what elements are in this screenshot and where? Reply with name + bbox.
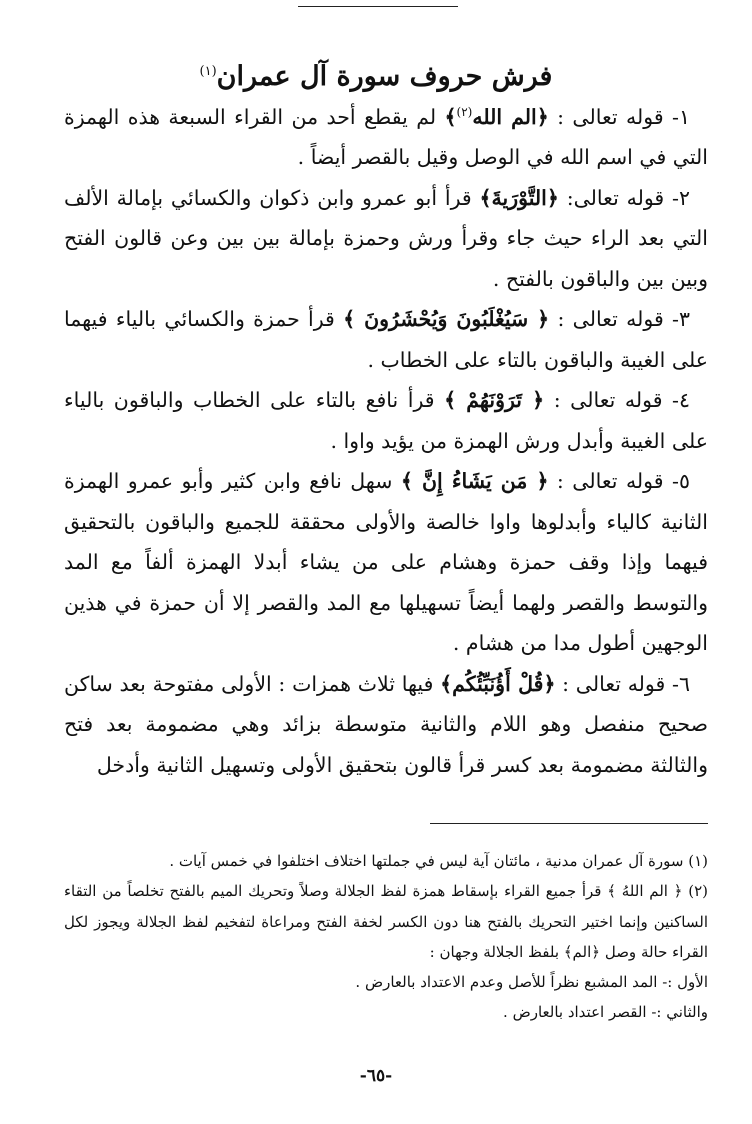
page-title — [0, 52, 752, 97]
paragraph-intro: قوله تعالى : — [548, 104, 664, 129]
quran-quote: ﴿الم الله$^{(٢)}$﴾ — [444, 104, 549, 129]
main-text — [64, 92, 708, 785]
quran-quote: ﴿التَّوْرَيةَ﴾ — [479, 185, 559, 210]
paragraph-body: قرأ نافع بالتاء على الخطاب والباقون بالياء على الغيبة وأبدل ورش الهمزة من يؤيد واوا . — [64, 388, 708, 453]
paragraph-body: قرأ أبو عمرو وابن ذكوان والكسائي بإمالة الألف التي بعد الراء حيث جاء وقرأ ورش وحمزة بإمالة بين بين وعن قالون الفتح وبين بين والباقون بالفتح . — [64, 185, 708, 291]
quran-quote: ﴿قُلْ أَؤُنَبِّئُكُم﴾ — [440, 671, 556, 696]
paragraph-intro: قوله تعالى : — [544, 388, 663, 413]
page-number: -٦٥- — [359, 1066, 393, 1086]
paragraph-intro: قوله تعالى : — [549, 307, 664, 332]
footnote-2-second-option: والثاني :- القصر اعتداد بالعارض . — [503, 1003, 708, 1022]
paragraph-intro: قوله تعالى: — [558, 185, 665, 210]
title-footnote-ref: (١) — [199, 64, 217, 79]
paragraph-6 — [64, 664, 708, 786]
paragraph-intro: قوله تعالى : — [548, 469, 664, 494]
quran-quote: ﴿ مَن يَشَاءُ إِنَّ ﴾ — [400, 469, 549, 494]
paragraph-body: لم يقطع أحد من القراء السبعة هذه الهمزة التي في اسم الله في الوصل وقيل بالقصر أيضاً . — [64, 104, 708, 170]
paragraph-2 — [64, 178, 708, 300]
paragraph-number: ٢- — [664, 185, 690, 210]
footnote-1: (١) سورة آل عمران مدنية ، مائتان آية ليس في جملتها اختلاف اختلفوا في خمس آيات . — [169, 852, 708, 870]
paragraph-number: ٤- — [662, 388, 690, 413]
footnotes — [64, 846, 708, 1028]
paragraph-3 — [64, 299, 708, 380]
footnote-separator — [430, 823, 708, 824]
paragraph-number: ٣- — [663, 307, 690, 332]
paragraph-body: سهل نافع وابن كثير وأبو عمرو الهمزة الثانية كالياء وأبدلوها واوا خالصة والأولى محققة للجميع والباقون بالتحقيق فيهما وإذا وقف حمزة وهشام على من يشاء أبدلا الهمزة ألفاً مع المد والتوسط والقصر ولهما أيضاً تسهيلها مع المد والقصر إلا أن حمزة في هذين الوجهين أطول مدا من هشام . — [64, 469, 708, 656]
paragraph-5 — [64, 461, 708, 664]
paragraph-1 — [64, 92, 708, 178]
paragraph-body: قرأ حمزة والكسائي بالياء فيهما على الغيبة والباقون بالتاء على الخطاب . — [64, 307, 708, 372]
paragraph-4 — [64, 380, 708, 461]
quran-quote: ﴿ تَرَوْنَهُمْ ﴾ — [444, 388, 545, 413]
footnote-ref: (٢) — [456, 105, 473, 119]
top-rule — [298, 6, 458, 7]
paragraph-number: ١- — [663, 104, 690, 129]
title-text: فرش حروف سورة آل عمران — [216, 61, 553, 92]
paragraph-number: ٥- — [663, 469, 690, 494]
paragraph-intro: قوله تعالى : — [555, 671, 666, 696]
footnote-2: (٢) ﴿ الم اللهُ ﴾ قرأ جميع القراء بإسقاط همزة لفظ الجلالة وصلاً وتحريك الميم بالفتح تخلصاً من التقاء الساكنين وإنما اختير التحريك بالفتح هنا دون الكسر لخفة الفتح ومراعاة لتفخيم لفظ الجلالة ويجوز لكل القراء حالة وصل ﴿الم﴾ بلفظ الجلالة وجهان : — [64, 882, 708, 961]
paragraph-number: ٦- — [665, 671, 690, 696]
paragraph-body: فيها ثلاث همزات : الأولى مفتوحة بعد ساكن صحيح منفصل وهو اللام والثانية متوسطة بزائد وهي مضمومة بعد فتح والثالثة مضمومة بعد كسر قرأ قالون بتحقيق الأولى وتسهيل الثانية وأدخل — [64, 671, 708, 777]
footnote-2-first-option: الأول :- المد المشبع نظراً للأصل وعدم الاعتداد بالعارض . — [355, 973, 708, 992]
quran-quote: ﴿ سَيُغْلَبُونَ وَيُحْشَرُونَ ﴾ — [343, 307, 550, 332]
